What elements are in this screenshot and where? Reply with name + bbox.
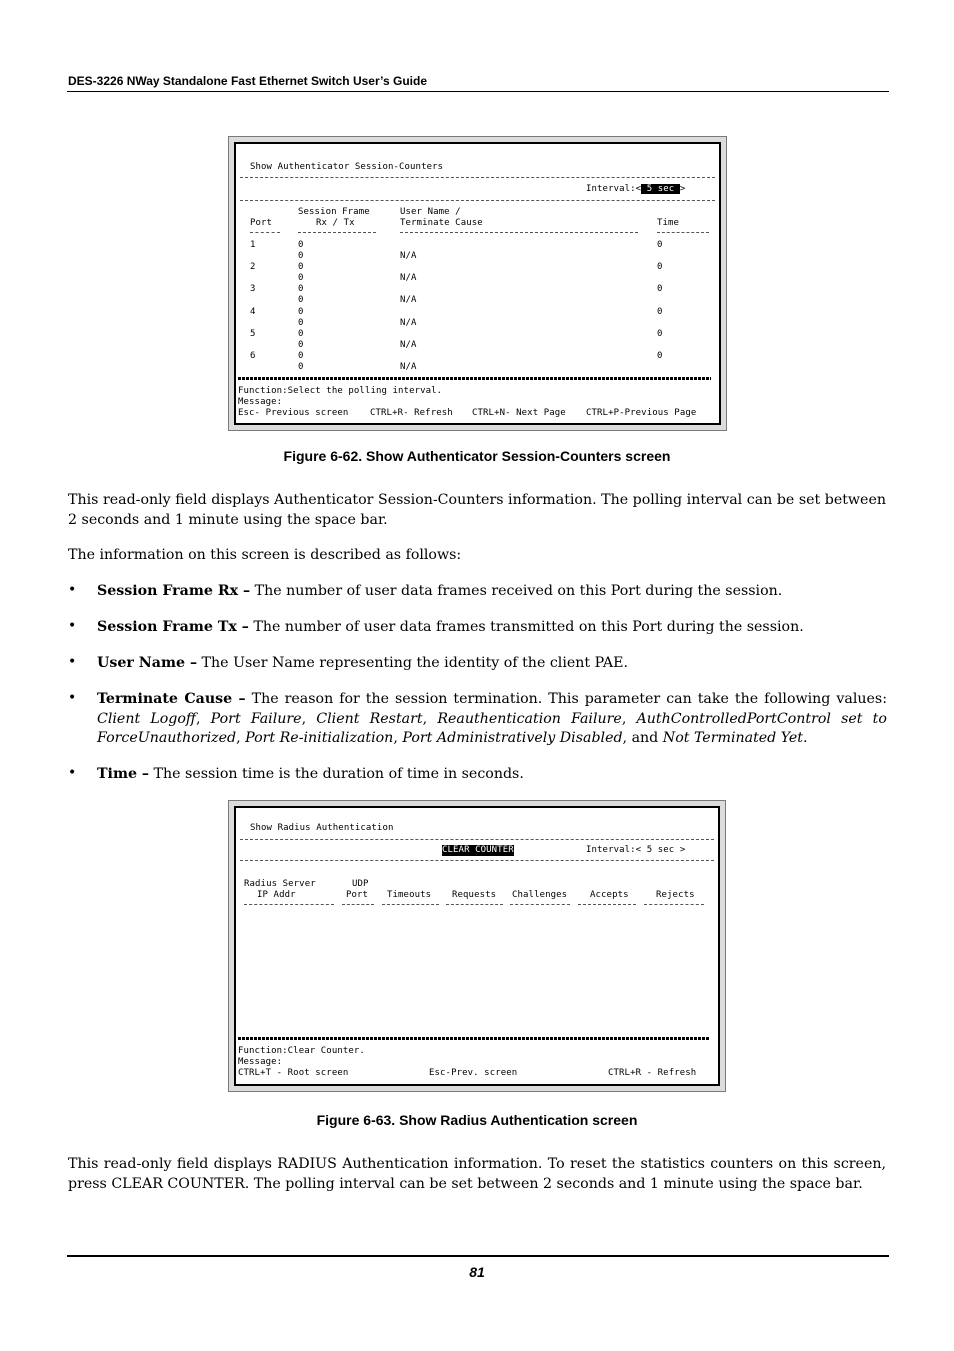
table-row-rx: 0 (298, 351, 304, 361)
table-row-time: 0 (657, 307, 663, 317)
bullet-marker: • (68, 654, 77, 670)
column-header-time: Time (657, 218, 680, 228)
table-row: 5 (250, 329, 256, 339)
interval-label: Interval:< (586, 184, 642, 194)
column-header-port: Port (250, 218, 273, 228)
key-esc-previous-screen[interactable]: Esc-Prev. screen (429, 1068, 518, 1078)
interval-selector[interactable] (586, 184, 685, 195)
key-refresh[interactable]: CTRL+R - Refresh (608, 1068, 697, 1078)
table-row-user: N/A (400, 295, 417, 305)
page-number: 81 (469, 1264, 485, 1280)
column-underline (644, 904, 704, 905)
table-row-time: 0 (657, 351, 663, 361)
column-header-rx-tx: Rx / Tx (316, 218, 355, 228)
document-header-title: DES-3226 NWay Standalone Fast Ethernet Switch User’s Guide (68, 74, 427, 88)
column-header-rejects: Rejects (656, 890, 695, 900)
divider (240, 200, 715, 201)
bullet-marker: • (68, 582, 77, 598)
figure-63-caption: Figure 6-63. Show Radius Authentication screen (316, 1112, 638, 1128)
screen-title: Show Authenticator Session-Counters (250, 162, 444, 172)
divider (240, 177, 715, 178)
clear-counter-button[interactable]: CLEAR COUNTER (442, 845, 514, 855)
table-row-tx: 0 (298, 340, 304, 350)
table-row-user: N/A (400, 318, 417, 328)
column-header-terminate-cause: Terminate Cause (400, 218, 483, 228)
column-header-timeouts: Timeouts (387, 890, 432, 900)
column-header-user-name: User Name / (400, 207, 461, 217)
table-row-time: 0 (657, 262, 663, 272)
table-row-user: N/A (400, 362, 417, 372)
column-header-requests: Requests (452, 890, 497, 900)
table-row-time: 0 (657, 329, 663, 339)
key-previous-page[interactable]: CTRL+P-Previous Page (586, 408, 697, 418)
column-underline (446, 904, 503, 905)
header-divider (67, 91, 889, 92)
bullet-session-frame-rx: Session Frame Rx – The number of user data frames received on this Port during the session. (97, 583, 783, 599)
column-header-challenges: Challenges (512, 890, 568, 900)
column-underline (298, 232, 376, 233)
table-row-rx: 0 (298, 262, 304, 272)
table-row-user: N/A (400, 251, 417, 261)
footer-divider (67, 1255, 889, 1257)
column-underline (578, 904, 636, 905)
column-header-port: Port (346, 890, 369, 900)
bullet-time: Time – The session time is the duration of time in seconds. (97, 766, 524, 782)
column-underline (400, 232, 638, 233)
asterisk-separator (238, 377, 711, 380)
paragraph-session-counters: This read-only field displays Authenticator Session-Counters information. The polling interval can be set between 2 seconds and 1 minute using the space bar. (68, 492, 886, 528)
table-row-rx: 0 (298, 284, 304, 294)
key-esc-previous-screen[interactable]: Esc- Previous screen (238, 408, 349, 418)
divider (240, 839, 714, 840)
table-row-tx: 0 (298, 295, 304, 305)
column-header-accepts: Accepts (590, 890, 629, 900)
terminal-screen (234, 806, 720, 1086)
figure-63-screenshot (228, 800, 726, 1092)
column-underline (657, 232, 709, 233)
table-row-rx: 0 (298, 307, 304, 317)
column-underline (382, 904, 439, 905)
figure-62-caption: Figure 6-62. Show Authenticator Session-Counters screen (283, 448, 671, 464)
table-row-tx: 0 (298, 251, 304, 261)
table-row-tx: 0 (298, 362, 304, 372)
interval-value[interactable]: 5 sec (641, 184, 680, 194)
figure-62-screenshot (228, 136, 727, 431)
table-row-rx: 0 (298, 329, 304, 339)
column-header-udp: UDP (352, 879, 369, 889)
key-root-screen[interactable]: CTRL+T - Root screen (238, 1068, 349, 1078)
table-row-time: 0 (657, 284, 663, 294)
column-header-radius-server: Radius Server (244, 879, 316, 889)
bullet-session-frame-tx: Session Frame Tx – The number of user data frames transmitted on this Port during the session. (97, 619, 804, 635)
table-row-rx: 0 (298, 240, 304, 250)
function-line: Function:Select the polling interval. (238, 386, 443, 396)
terminal-screen (234, 142, 721, 425)
table-row-tx: 0 (298, 318, 304, 328)
table-row: 2 (250, 262, 256, 272)
table-row: 4 (250, 307, 256, 317)
table-row: 3 (250, 284, 256, 294)
table-row: 6 (250, 351, 256, 361)
bullet-marker: • (68, 690, 77, 706)
interval-selector[interactable]: Interval:< 5 sec > (586, 845, 686, 855)
bullet-terminate-cause: Terminate Cause – The reason for the session termination. This parameter can take the following values: Client Logoff, Port Failure, Client Restart, Reauthentication Failure, AuthControlledPortControl set to ForceUnauthorized, Port Re-initialization, Port Administratively Disabled, and Not Terminated Yet. (97, 691, 887, 747)
column-underline (342, 904, 374, 905)
bullet-user-name: User Name – The User Name representing the identity of the client PAE. (97, 655, 628, 671)
table-row-time: 0 (657, 240, 663, 250)
key-next-page[interactable]: CTRL+N- Next Page (472, 408, 566, 418)
divider (240, 860, 714, 861)
table-row: 1 (250, 240, 256, 250)
table-row-user: N/A (400, 340, 417, 350)
asterisk-separator (238, 1037, 710, 1040)
column-underline (510, 904, 570, 905)
table-row-tx: 0 (298, 273, 304, 283)
message-line: Message: (238, 1057, 283, 1067)
interval-close: > (679, 184, 686, 194)
bullet-marker: • (68, 618, 77, 634)
column-underline (250, 232, 280, 233)
function-line: Function:Clear Counter. (238, 1046, 365, 1056)
column-header-ip-addr: IP Addr (257, 890, 296, 900)
column-underline (244, 904, 334, 905)
paragraph-description-intro: The information on this screen is described as follows: (68, 547, 462, 563)
message-line: Message: (238, 397, 283, 407)
bullet-marker: • (68, 765, 77, 781)
key-refresh[interactable]: CTRL+R- Refresh (370, 408, 453, 418)
paragraph-radius-authentication: This read-only field displays RADIUS Authentication information. To reset the statistics counters on this screen, press CLEAR COUNTER. The polling interval can be set between 2 seconds and 1 minute using the space bar. (68, 1156, 886, 1192)
screen-title: Show Radius Authentication (250, 823, 394, 833)
column-header-session-frame: Session Frame (298, 207, 370, 217)
table-row-user: N/A (400, 273, 417, 283)
